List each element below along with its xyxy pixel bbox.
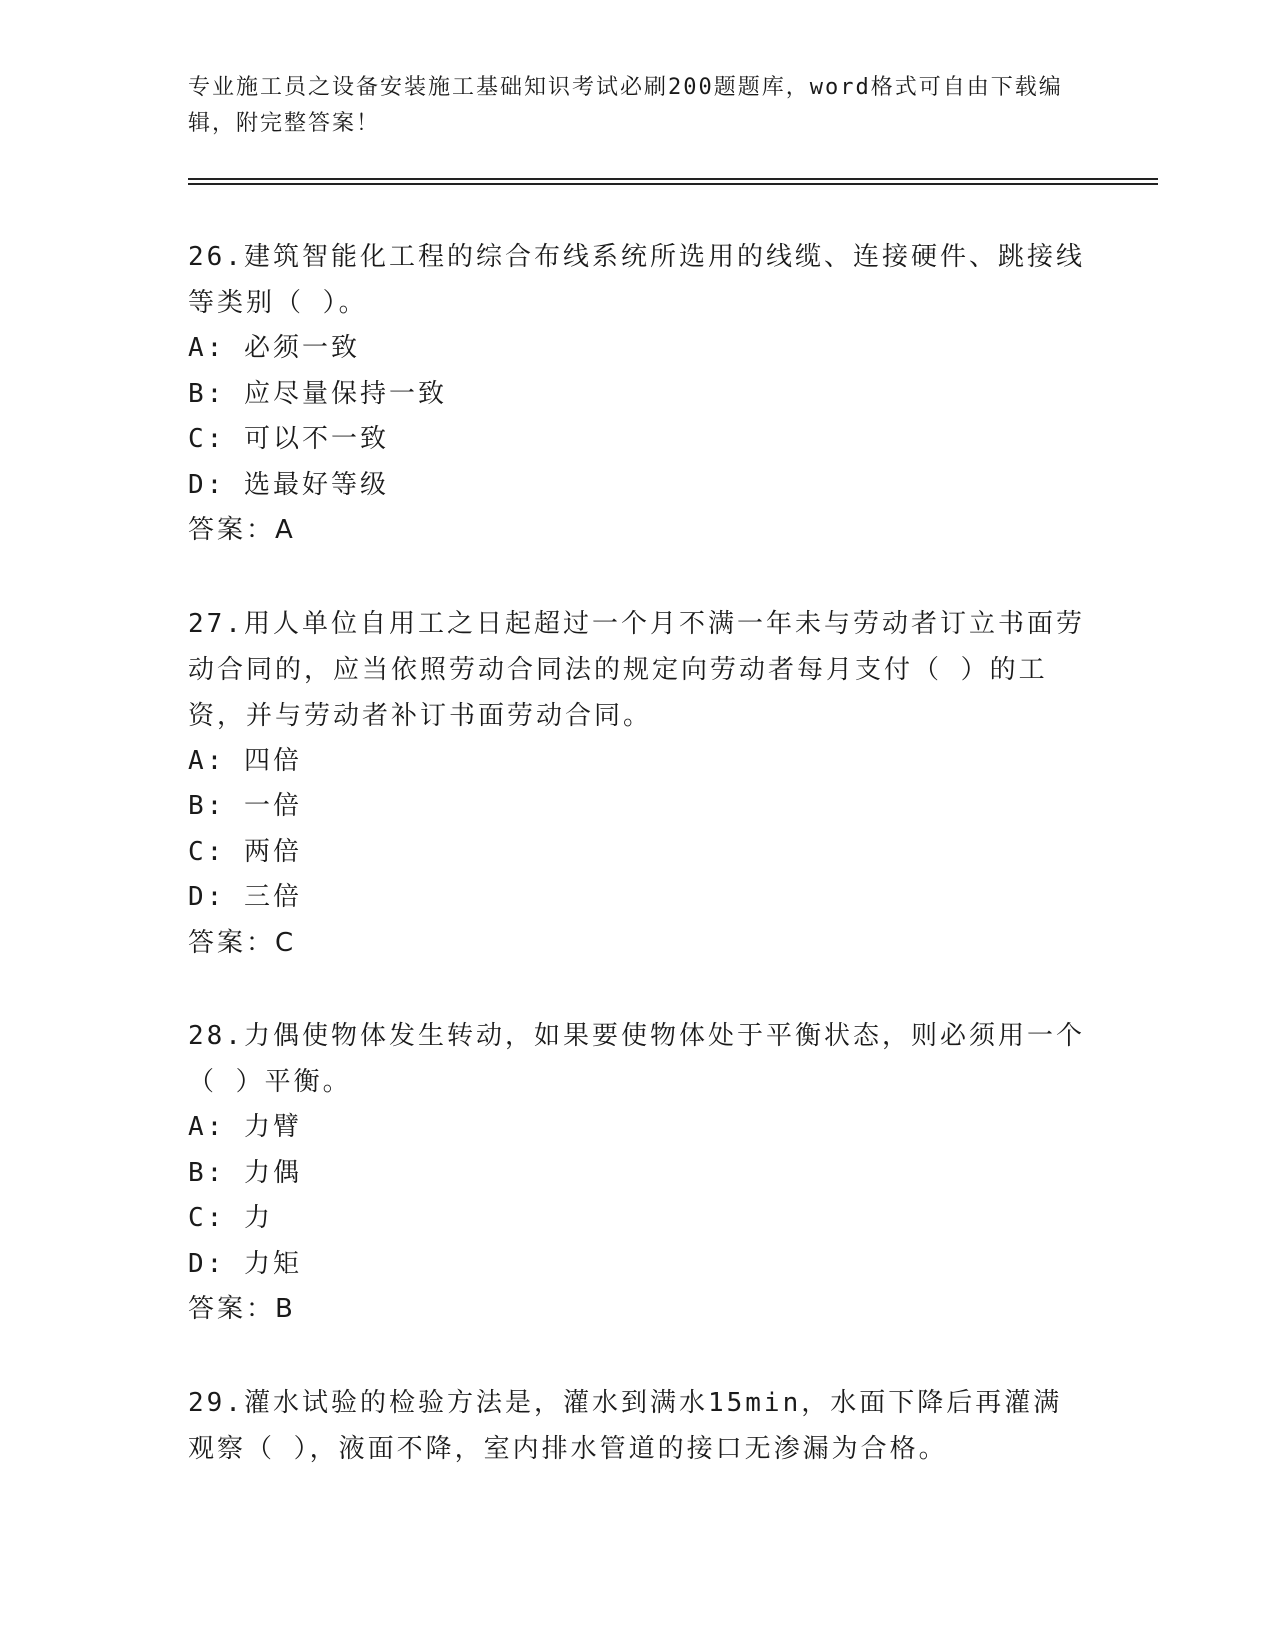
option-d (188, 1242, 1088, 1288)
option-text: 四倍 (243, 745, 302, 776)
question-list (188, 234, 1088, 1519)
option-text: 力矩 (243, 1248, 302, 1279)
question-text: 29.灌水试验的检验方法是，灌水到满水15min，水面下降后再灌满观察（ ），液面不降，室内排水管道的接口无渗漏为合格。 (188, 1387, 1063, 1464)
option-text: 必须一致 (243, 333, 360, 363)
option-key: A: (188, 745, 226, 776)
answer-value: C (275, 927, 297, 958)
option-text: 选最好等级 (243, 469, 389, 500)
header-text: 专业施工员之设备安装施工基础知识考试必刷200题题库，word格式可自由下载编辑，附完整答案！ (188, 75, 1063, 136)
option-key: A: (188, 333, 226, 363)
option-a (188, 739, 1088, 785)
option-b (188, 1151, 1088, 1197)
option-b (188, 784, 1088, 830)
question-26 (188, 234, 1088, 554)
option-b (188, 372, 1088, 418)
option-text: 两倍 (243, 836, 302, 867)
option-text: 应尽量保持一致 (243, 378, 447, 409)
answer-value: B (275, 1294, 296, 1324)
answer-line (188, 921, 1088, 967)
option-key: C: (188, 836, 226, 867)
option-key: D: (188, 882, 226, 912)
option-key: D: (188, 1248, 226, 1279)
option-text: 一倍 (243, 791, 302, 821)
header-divider-top (188, 178, 1158, 180)
option-d (188, 875, 1088, 921)
answer-label: 答案： (188, 1294, 276, 1324)
option-text: 可以不一致 (243, 424, 389, 454)
option-key: C: (188, 1203, 226, 1233)
question-text: 28.力偶使物体发生转动，如果要使物体处于平衡状态，则必须用一个（ ）平衡。 (188, 1021, 1085, 1097)
option-a (188, 1105, 1088, 1151)
question-text: 26.建筑智能化工程的综合布线系统所选用的线缆、连接硬件、跳接线等类别（ ）。 (188, 242, 1085, 318)
option-d (188, 463, 1088, 509)
option-c (188, 1196, 1088, 1242)
option-key: B: (188, 1157, 226, 1188)
option-text: 三倍 (243, 882, 302, 912)
option-key: C: (188, 424, 226, 454)
answer-value: A (275, 515, 296, 545)
option-text: 力偶 (243, 1157, 302, 1188)
question-29 (188, 1380, 1088, 1472)
answer-label: 答案： (188, 515, 276, 545)
question-text: 27.用人单位自用工之日起超过一个月不满一年未与劳动者订立书面劳动合同的，应当依照劳动合同法的规定向劳动者每月支付（ ）的工资，并与劳动者补订书面劳动合同。 (188, 608, 1085, 731)
option-key: B: (188, 378, 226, 409)
answer-line (188, 508, 1088, 554)
option-text: 力臂 (243, 1112, 302, 1142)
option-c (188, 830, 1088, 876)
option-text: 力 (243, 1203, 273, 1233)
option-c (188, 417, 1088, 463)
option-key: D: (188, 469, 226, 500)
option-key: B: (188, 791, 226, 821)
header-divider-bottom (188, 183, 1158, 185)
answer-line (188, 1287, 1088, 1333)
question-27 (188, 601, 1088, 967)
option-a (188, 326, 1088, 372)
question-28 (188, 1013, 1088, 1333)
option-key: A: (188, 1112, 226, 1142)
document-header (188, 70, 1068, 142)
answer-label: 答案： (188, 927, 276, 958)
